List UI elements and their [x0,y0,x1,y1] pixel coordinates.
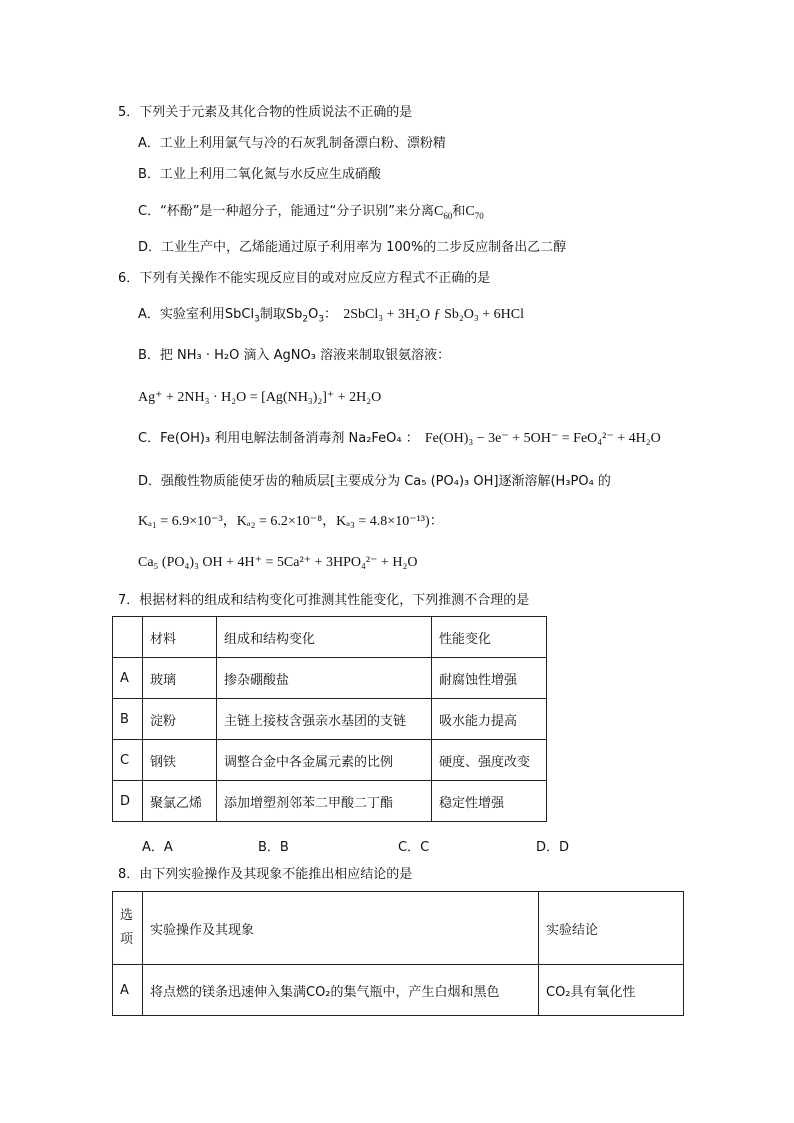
q5-option-b: B．工业上利用二氧化氮与水反应生成硝酸 [138,167,381,182]
q6-option-b: B．把 NH₃ · H₂O 滴入 AgNO₃ 溶液来制取银氨溶液： [138,348,451,363]
table-cell: D [113,781,143,822]
table-cell: 将点燃的镁条迅速伸入集满CO₂的集气瓶中，产生白烟和黑色 [143,965,539,1016]
table-cell: 玻璃 [143,658,217,699]
q6-c-label: C．Fe(OH)₃ 利用电解法制备消毒剂 Na₂FeO₄ ： [138,431,419,446]
q5-option-d: D．工业生产中，乙烯能通过原子利用率为 100%的二步反应制备出乙二醇 [138,240,567,255]
q6-a-equation: 2SbCl₃ + 3H₂O ƒ Sb₂O₃ + 6HCl [343,307,524,322]
table-cell: 聚氯乙烯 [143,781,217,822]
table-cell: 钢铁 [143,740,217,781]
table-cell: 硬度、强度改变 [432,740,547,781]
table-cell: A [113,658,143,699]
table-header-change: 组成和结构变化 [217,617,432,658]
q6-a-sub: 3 [254,314,260,325]
c70-formula: $C_{70}$ [465,204,484,221]
table-header-conclusion: 实验结论 [539,892,684,965]
table-cell: 吸水能力提高 [432,699,547,740]
q6-a-sub3: 3 [318,314,325,325]
table-cell: 淀粉 [143,699,217,740]
q5-option-c [138,203,484,221]
table-header-row [113,892,684,965]
c60-formula: $C_{60}$ [434,204,453,221]
table-header-option-line2: 项 [120,932,134,947]
table-row [113,658,547,699]
q6-a-o: O [308,307,319,322]
q6-d-equation: Ca₅ (PO₄)₃ OH + 4H⁺ = 5Ca²⁺ + 3HPO₄²⁻ + H₂O [138,555,418,570]
table-cell: 调整合金中各金属元素的比例 [217,740,432,781]
q5-option-a: A．工业上利用氯气与冷的石灰乳制备漂白粉、漂粉精 [138,136,446,151]
table-header-option-line1: 选 [120,908,134,923]
table-cell [113,617,143,658]
q6-c-equation: Fe(OH)₃ − 3e⁻ + 5OH⁻ = FeO₄²⁻ + 4H₂O [424,431,661,446]
q6-a-label: A．实验室利用SbCl [138,307,255,322]
q5-stem: 5．下列关于元素及其化合物的性质说法不正确的是 [118,105,413,120]
q6-a-sub2: 2 [302,314,309,325]
q6-a-label2: 制取Sb [259,307,303,322]
table-row [113,740,547,781]
q6-b-equation: Ag⁺ + 2NH₃ · H₂O = [Ag(NH₃)₂]⁺ + 2H₂O [138,390,382,405]
table-header-option [113,892,143,965]
table-cell: 添加增塑剂邻苯二甲酸二丁酯 [217,781,432,822]
q7-choice-a: A．A [142,840,173,855]
q8-stem: 8．由下列实验操作及其现象不能推出相应结论的是 [118,867,413,882]
table-header-operation: 实验操作及其现象 [143,892,539,965]
table-header-property: 性能变化 [432,617,547,658]
table-cell: 耐腐蚀性增强 [432,658,547,699]
q6-option-d: D．强酸性物质能使牙齿的釉质层[主要成分为 Ca₅ (PO₄)₃ OH]逐渐溶解(H₃PO₄ 的 [138,474,611,489]
q5-option-c-text: C．“杯酚”是一种超分子，能通过“分子识别”来分离 [138,204,435,219]
q6-option-a [138,306,524,324]
table-row [113,781,547,822]
table-cell: CO₂具有氧化性 [539,965,684,1016]
q8-table [112,891,684,1016]
table-row [113,699,547,740]
q7-choice-c: C．C [398,840,430,855]
q7-choice-d: D．D [536,840,570,855]
table-cell: B [113,699,143,740]
table-header-material: 材料 [143,617,217,658]
q6-stem: 6．下列有关操作不能实现反应目的或对应反应方程式不正确的是 [118,271,491,286]
q5-and: 和 [452,204,466,219]
table-cell: A [113,965,143,1016]
q7-stem: 7．根据材料的组成和结构变化可推测其性能变化，下列推测不合理的是 [118,593,530,608]
q6-a-colon: ： [324,307,338,322]
table-cell: 主链上接枝含强亲水基团的支链 [217,699,432,740]
q7-table [112,616,547,822]
table-row [113,965,684,1016]
q6-d-constants: Kₐ₁ = 6.9×10⁻³，Kₐ₂ = 6.2×10⁻⁸，Kₐ₃ = 4.8×10⁻¹³)： [138,514,444,529]
table-header-row [113,617,547,658]
q6-option-c [138,430,661,448]
q7-choice-b: B．B [258,840,289,855]
table-cell: 稳定性增强 [432,781,547,822]
table-cell: C [113,740,143,781]
table-cell: 掺杂硼酸盐 [217,658,432,699]
